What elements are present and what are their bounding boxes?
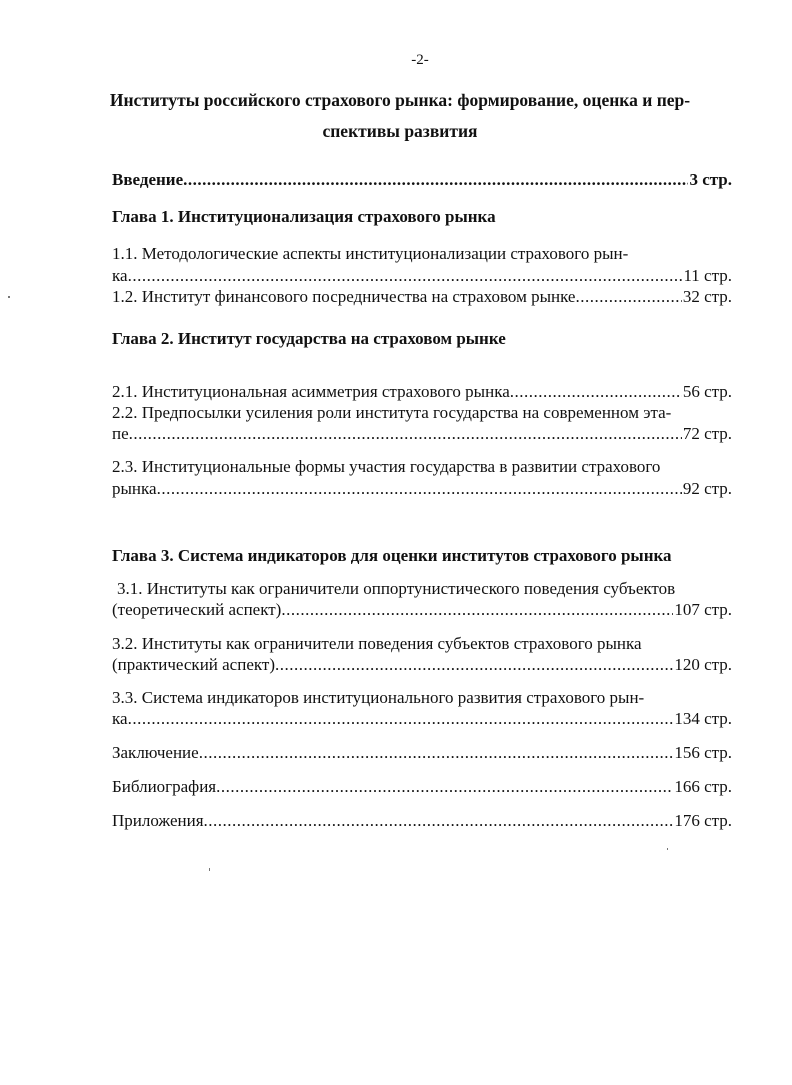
chapter-3-heading: Глава 3. Система индикаторов для оценки институтов страхового рынка <box>112 546 672 565</box>
toc-entry-page: 56 стр. <box>682 382 732 401</box>
toc-entry-label: Заключение <box>112 743 199 762</box>
toc-entry-2-3 <box>112 479 732 499</box>
leader-dots <box>128 709 674 729</box>
toc-entry-label: пе <box>112 424 129 443</box>
toc-entry-page: 11 стр. <box>683 266 732 285</box>
toc-entry-3-2-line-1: 3.2. Институты как ограничители поведения субъектов страхового рынка <box>112 634 642 653</box>
toc-entry-2-3-line-1: 2.3. Институциональные формы участия государства в развитии страхового <box>112 457 661 476</box>
toc-entry-appendices <box>112 811 732 831</box>
toc-entry-1-1-line-1: 1.1. Методологические аспекты институционализации страхового рын- <box>112 244 629 263</box>
toc-entry-label: Приложения <box>112 811 204 830</box>
leader-dots <box>183 170 688 190</box>
leader-dots <box>128 266 683 286</box>
page-number: -2- <box>411 52 429 68</box>
toc-entry-label: Введение <box>112 170 184 189</box>
toc-entry-1-1 <box>112 266 732 286</box>
toc-entry-2-2-line-1: 2.2. Предпосылки усиления роли института государства на современном эта- <box>112 403 672 422</box>
toc-entry-3-1 <box>112 600 732 620</box>
scan-speck <box>8 296 10 298</box>
leader-dots <box>575 287 681 307</box>
chapter-1-heading: Глава 1. Институционализация страхового рынка <box>112 207 496 226</box>
scan-speck <box>667 848 668 850</box>
toc-entry-2-2 <box>112 424 732 444</box>
toc-entry-page: 107 стр. <box>674 600 732 619</box>
toc-entry-3-3-line-1: 3.3. Система индикаторов институционального развития страхового рын- <box>112 688 645 707</box>
toc-entry-label: 2.1. Институциональная асимметрия страхового рынка <box>112 382 510 401</box>
leader-dots <box>157 479 682 499</box>
leader-dots <box>216 777 673 797</box>
toc-entry-page: 166 стр. <box>674 777 732 796</box>
toc-entry-3-3 <box>112 709 732 729</box>
leader-dots <box>204 811 674 831</box>
toc-entry-bibliography <box>112 777 732 797</box>
toc-entry-page: 3 стр. <box>689 170 732 189</box>
toc-entry-page: 134 стр. <box>674 709 732 728</box>
document-title-line-1: Институты российского страхового рынка: формирование, оценка и пер- <box>109 90 691 110</box>
leader-dots <box>281 600 673 620</box>
leader-dots <box>275 655 673 675</box>
toc-entry-label: (теоретический аспект) <box>112 600 282 619</box>
document-title-line-2: спективы развития <box>322 121 478 141</box>
toc-entry-page: 120 стр. <box>674 655 732 674</box>
toc-entry-page: 72 стр. <box>682 424 732 443</box>
scan-speck <box>209 868 210 871</box>
toc-entry-2-1 <box>112 382 732 402</box>
toc-entry-label: (практический аспект) <box>112 655 275 674</box>
toc-entry-label: ка <box>112 266 128 285</box>
toc-entry-page: 92 стр. <box>682 479 732 498</box>
toc-entry-3-2 <box>112 655 732 675</box>
toc-entry-label: 1.2. Институт финансового посредничества на страховом рынке <box>112 287 576 306</box>
toc-entry-label: ка <box>112 709 128 728</box>
leader-dots <box>510 382 682 402</box>
leader-dots <box>199 743 674 763</box>
toc-entry-3-1-line-1: 3.1. Институты как ограничители оппортунистического поведения субъектов <box>117 579 676 598</box>
toc-entry-page: 156 стр. <box>674 743 732 762</box>
leader-dots <box>129 424 682 444</box>
chapter-2-heading: Глава 2. Институт государства на страховом рынке <box>112 329 506 348</box>
toc-entry-1-2 <box>112 287 732 307</box>
toc-entry-introduction <box>112 170 732 190</box>
toc-entry-conclusion <box>112 743 732 763</box>
toc-entry-label: рынка <box>112 479 157 498</box>
toc-entry-label: Библиография <box>112 777 217 796</box>
toc-entry-page: 176 стр. <box>674 811 732 830</box>
toc-entry-page: 32 стр. <box>682 287 732 306</box>
